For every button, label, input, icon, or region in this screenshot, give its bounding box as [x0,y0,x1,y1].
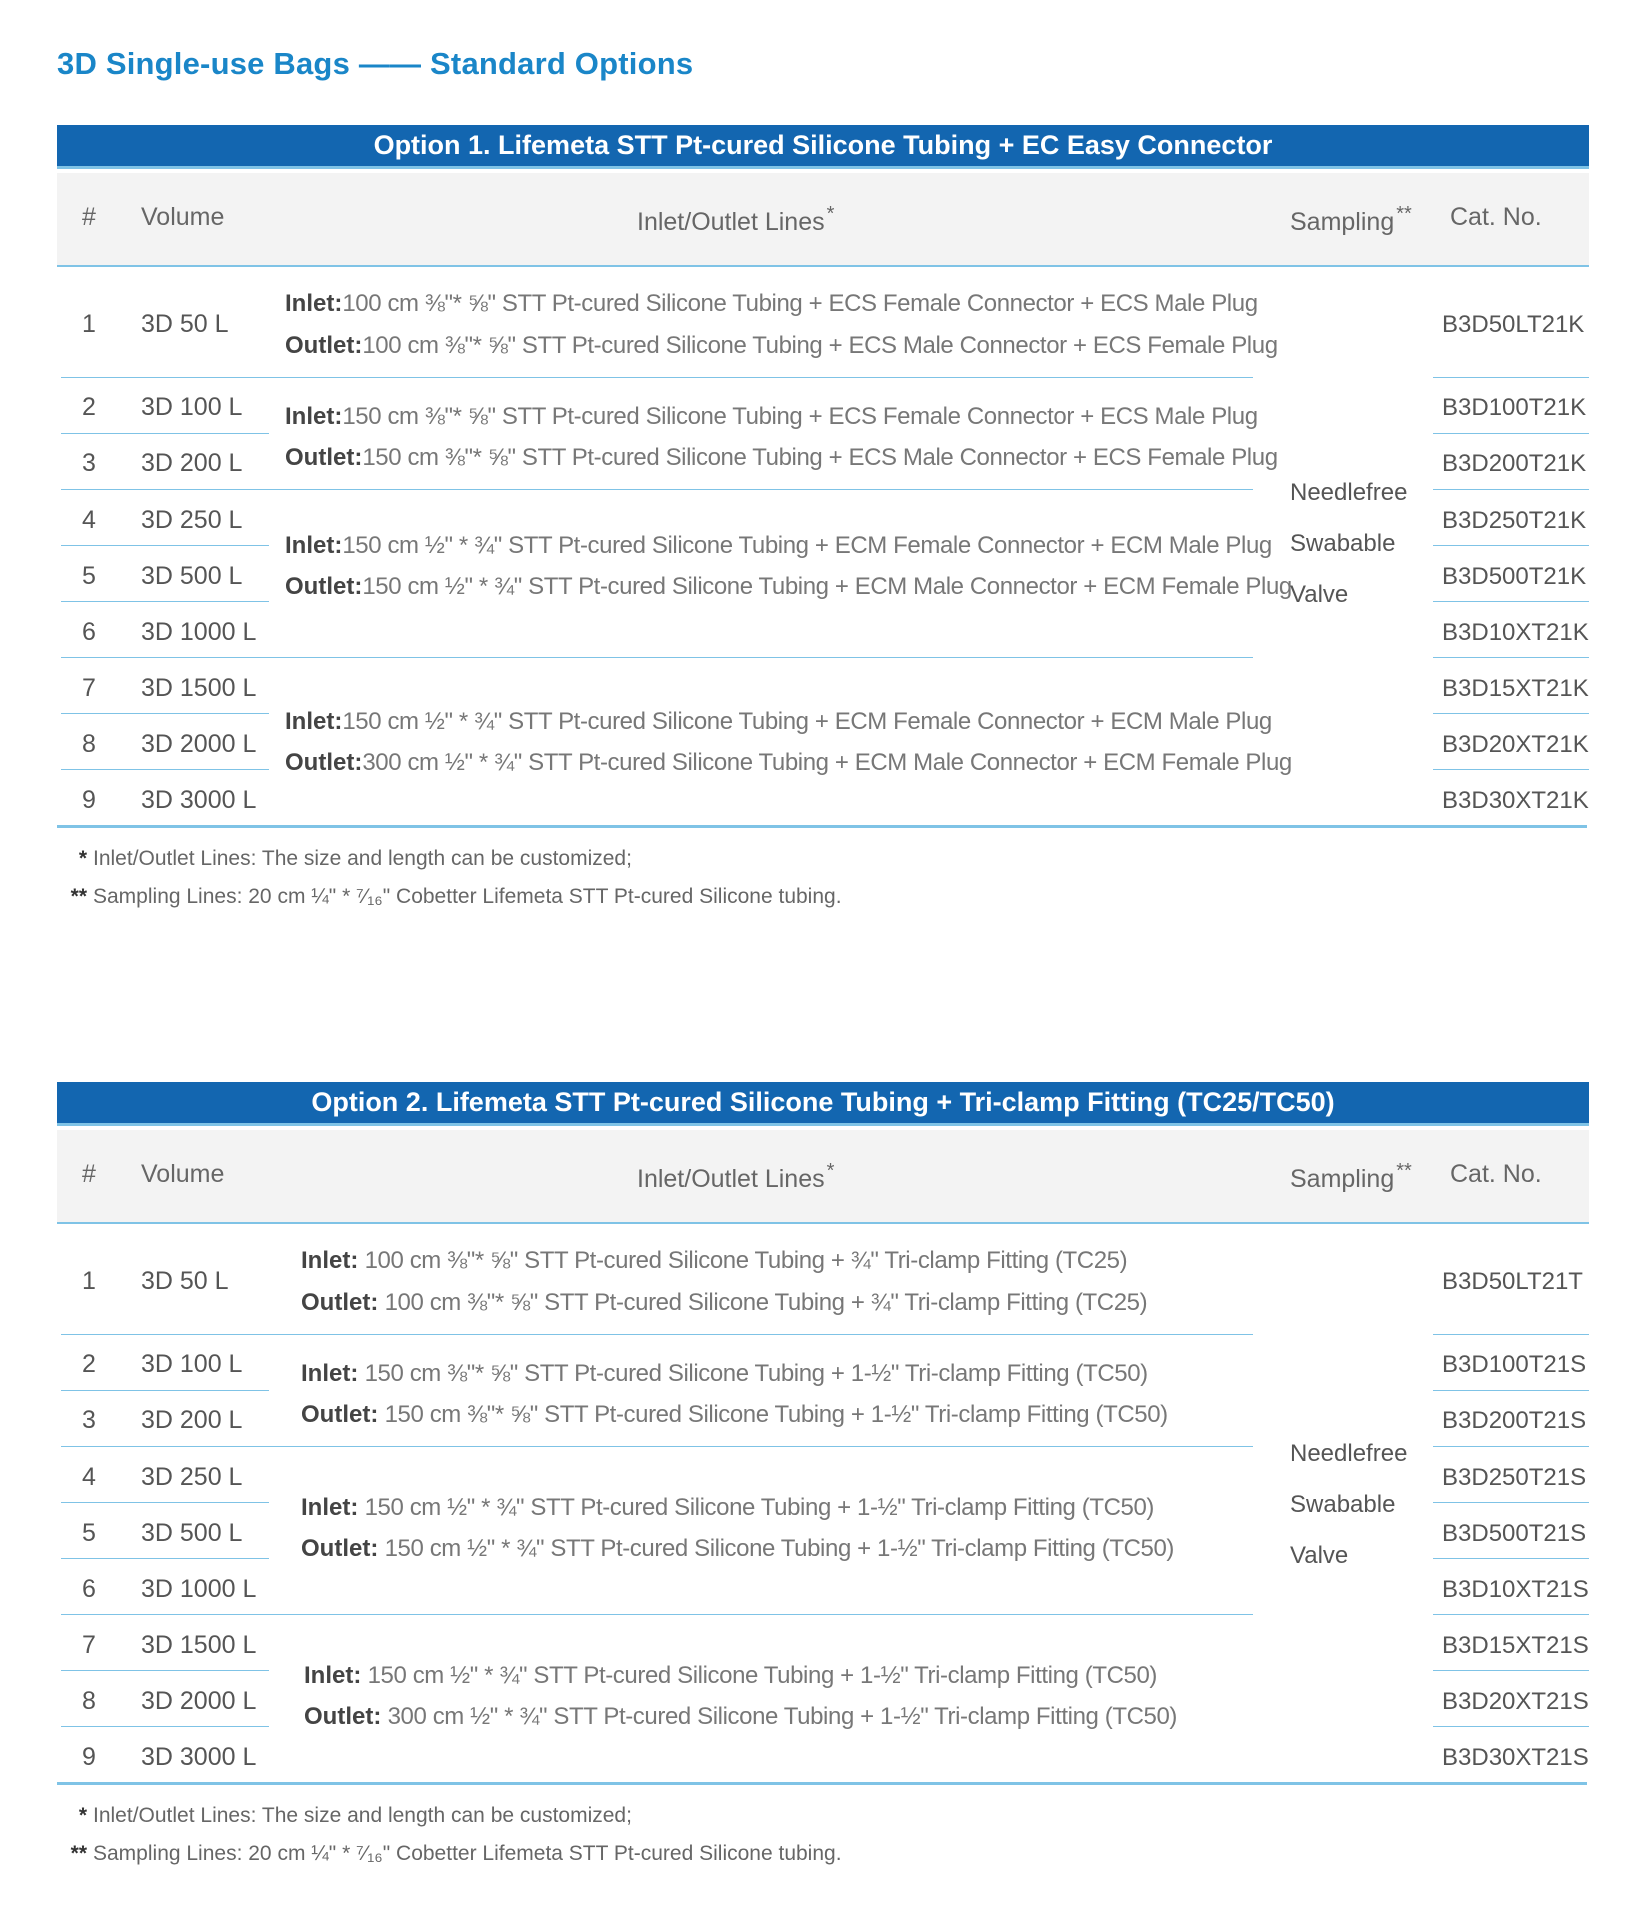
divider [61,601,269,602]
divider [61,1446,1253,1447]
inlet-line: Inlet:150 cm ½" * ¾" STT Pt-cured Silicone Tubing + ECM Female Connector + ECM Male Plug [285,532,1272,559]
divider [61,1670,269,1671]
row-cat: B3D50LT21K [1442,311,1585,338]
outlet-line: Outlet: 300 cm ½" * ¾" STT Pt-cured Silicone Tubing + 1-½" Tri-clamp Fitting (TC50) [304,1703,1178,1730]
row-num: 7 [82,1631,96,1659]
row-num: 1 [82,310,96,338]
divider [61,1726,269,1727]
divider [61,1502,269,1503]
divider [1433,489,1589,490]
row-num: 3 [82,449,96,477]
row-cat: B3D200T21K [1442,450,1587,477]
header-volume: Volume [141,1160,225,1188]
row-cat: B3D250T21K [1442,507,1587,534]
table-bottom-rule [57,1782,1587,1785]
row-num: 4 [82,1463,96,1491]
header-sampling: Sampling ** [1290,1160,1412,1193]
row-cat: B3D500T21K [1442,563,1587,590]
row-cat: B3D20XT21K [1442,731,1589,758]
row-cat: B3D10XT21S [1442,1576,1589,1603]
inlet-line: Inlet:150 cm ⅜"* ⅝" STT Pt-cured Silicone Tubing + ECS Female Connector + ECS Male Plug [285,403,1258,430]
divider [61,1614,1253,1615]
divider [61,713,269,714]
outlet-line: Outlet:150 cm ½" * ¾" STT Pt-cured Silicone Tubing + ECM Male Connector + ECM Female Plug [285,573,1292,600]
page-title: 3D Single-use Bags —— Standard Options [57,46,694,81]
header-num: # [82,1160,96,1188]
row-cat: B3D15XT21S [1442,1632,1589,1659]
row-num: 8 [82,730,96,758]
row-volume: 3D 2000 L [141,1687,257,1715]
divider [61,377,1253,378]
row-volume: 3D 2000 L [141,730,257,758]
divider [1433,1502,1589,1503]
divider [1433,657,1589,658]
header-cat: Cat. No. [1450,1160,1542,1188]
row-volume: 3D 250 L [141,506,243,534]
footnote-2: ** Sampling Lines: 20 cm ¼" * ⁷⁄₁₆" Cobetter Lifemeta STT Pt-cured Silicone tubing. [70,885,842,908]
row-cat: B3D30XT21K [1442,787,1589,814]
header-lines: Inlet/Outlet Lines * [637,1160,835,1193]
row-volume: 3D 1500 L [141,1631,257,1659]
outlet-line: Outlet: 150 cm ½" * ¾" STT Pt-cured Silicone Tubing + 1-½" Tri-clamp Fitting (TC50) [301,1535,1175,1562]
row-volume: 3D 500 L [141,562,243,590]
row-volume: 3D 250 L [141,1463,243,1491]
outlet-line: Outlet:300 cm ½" * ¾" STT Pt-cured Silicone Tubing + ECM Male Connector + ECM Female Plug [285,749,1292,776]
row-volume: 3D 3000 L [141,1743,257,1771]
table-header [57,173,1589,267]
row-num: 3 [82,1406,96,1434]
divider [61,433,269,434]
row-volume: 3D 100 L [141,1350,243,1378]
outlet-line: Outlet: 150 cm ⅜"* ⅝" STT Pt-cured Silicone Tubing + 1-½" Tri-clamp Fitting (TC50) [301,1401,1168,1428]
sampling-value: Needlefree Swabable Valve [1290,1440,1408,1569]
row-num: 2 [82,393,96,421]
inlet-line: Inlet: 150 cm ½" * ¾" STT Pt-cured Silicone Tubing + 1-½" Tri-clamp Fitting (TC50) [301,1494,1155,1521]
row-volume: 3D 3000 L [141,786,257,814]
inlet-line: Inlet:100 cm ⅜"* ⅝" STT Pt-cured Silicone Tubing + ECS Female Connector + ECS Male Plug [285,290,1258,317]
row-cat: B3D250T21S [1442,1464,1587,1491]
row-cat: B3D20XT21S [1442,1688,1589,1715]
divider [61,545,269,546]
outlet-line: Outlet: 100 cm ⅜"* ⅝" STT Pt-cured Silicone Tubing + ¾" Tri-clamp Fitting (TC25) [301,1289,1148,1316]
divider [1433,377,1589,378]
divider [61,657,1253,658]
divider [61,489,1253,490]
divider [61,1558,269,1559]
row-volume: 3D 1500 L [141,674,257,702]
header-lines: Inlet/Outlet Lines * [637,203,835,236]
divider [1433,433,1589,434]
divider [1433,1390,1589,1391]
inlet-line: Inlet: 100 cm ⅜"* ⅝" STT Pt-cured Silicone Tubing + ¾" Tri-clamp Fitting (TC25) [301,1247,1128,1274]
divider [1433,769,1589,770]
divider [1433,1558,1589,1559]
inlet-line: Inlet: 150 cm ⅜"* ⅝" STT Pt-cured Silicone Tubing + 1-½" Tri-clamp Fitting (TC50) [301,1360,1148,1387]
row-volume: 3D 1000 L [141,618,257,646]
divider [61,1334,1253,1335]
row-cat: B3D50LT21T [1442,1268,1583,1295]
header-cat: Cat. No. [1450,203,1542,231]
row-num: 2 [82,1350,96,1378]
divider [1433,1334,1589,1335]
row-cat: B3D100T21K [1442,394,1587,421]
divider [61,1390,269,1391]
divider [61,769,269,770]
sampling-value: Needlefree Swabable Valve [1290,479,1408,608]
row-cat: B3D100T21S [1442,1351,1587,1378]
row-num: 4 [82,506,96,534]
footnote-2: ** Sampling Lines: 20 cm ¼" * ⁷⁄₁₆" Cobetter Lifemeta STT Pt-cured Silicone tubing. [70,1842,842,1865]
option-title: Option 2. Lifemeta STT Pt-cured Silicone Tubing + Tri-clamp Fitting (TC25/TC50) [57,1082,1589,1126]
divider [1433,1614,1589,1615]
header-sampling: Sampling ** [1290,203,1412,236]
outlet-line: Outlet:100 cm ⅜"* ⅝" STT Pt-cured Silicone Tubing + ECS Male Connector + ECS Female Plug [285,332,1278,359]
inlet-line: Inlet:150 cm ½" * ¾" STT Pt-cured Silicone Tubing + ECM Female Connector + ECM Male Plug [285,708,1272,735]
divider [1433,1726,1589,1727]
row-num: 8 [82,1687,96,1715]
row-cat: B3D15XT21K [1442,675,1589,702]
option-title: Option 1. Lifemeta STT Pt-cured Silicone Tubing + EC Easy Connector [57,125,1589,169]
row-cat: B3D10XT21K [1442,619,1589,646]
divider [1433,601,1589,602]
divider [1433,713,1589,714]
divider [1433,1670,1589,1671]
row-cat: B3D500T21S [1442,1520,1587,1547]
row-num: 7 [82,674,96,702]
row-volume: 3D 200 L [141,449,243,477]
row-cat: B3D30XT21S [1442,1744,1589,1771]
row-volume: 3D 200 L [141,1406,243,1434]
footnote-1: * Inlet/Outlet Lines: The size and length can be customized; [78,1804,632,1827]
divider [1433,1446,1589,1447]
row-volume: 3D 50 L [141,310,229,338]
outlet-line: Outlet:150 cm ⅜"* ⅝" STT Pt-cured Silicone Tubing + ECS Male Connector + ECS Female Plug [285,444,1278,471]
option-1-table [57,125,1589,925]
row-volume: 3D 1000 L [141,1575,257,1603]
header-volume: Volume [141,203,225,231]
row-volume: 3D 100 L [141,393,243,421]
inlet-line: Inlet: 150 cm ½" * ¾" STT Pt-cured Silicone Tubing + 1-½" Tri-clamp Fitting (TC50) [304,1662,1158,1689]
header-num: # [82,203,96,231]
row-num: 9 [82,786,96,814]
row-num: 9 [82,1743,96,1771]
row-num: 1 [82,1267,96,1295]
row-num: 6 [82,1575,96,1603]
table-bottom-rule [57,825,1587,828]
row-volume: 3D 50 L [141,1267,229,1295]
row-volume: 3D 500 L [141,1519,243,1547]
option-2-table [57,1082,1589,1882]
row-num: 5 [82,1519,96,1547]
divider [1433,545,1589,546]
row-num: 6 [82,618,96,646]
table-header [57,1130,1589,1224]
row-num: 5 [82,562,96,590]
footnote-1: * Inlet/Outlet Lines: The size and length can be customized; [78,847,632,870]
row-cat: B3D200T21S [1442,1407,1587,1434]
